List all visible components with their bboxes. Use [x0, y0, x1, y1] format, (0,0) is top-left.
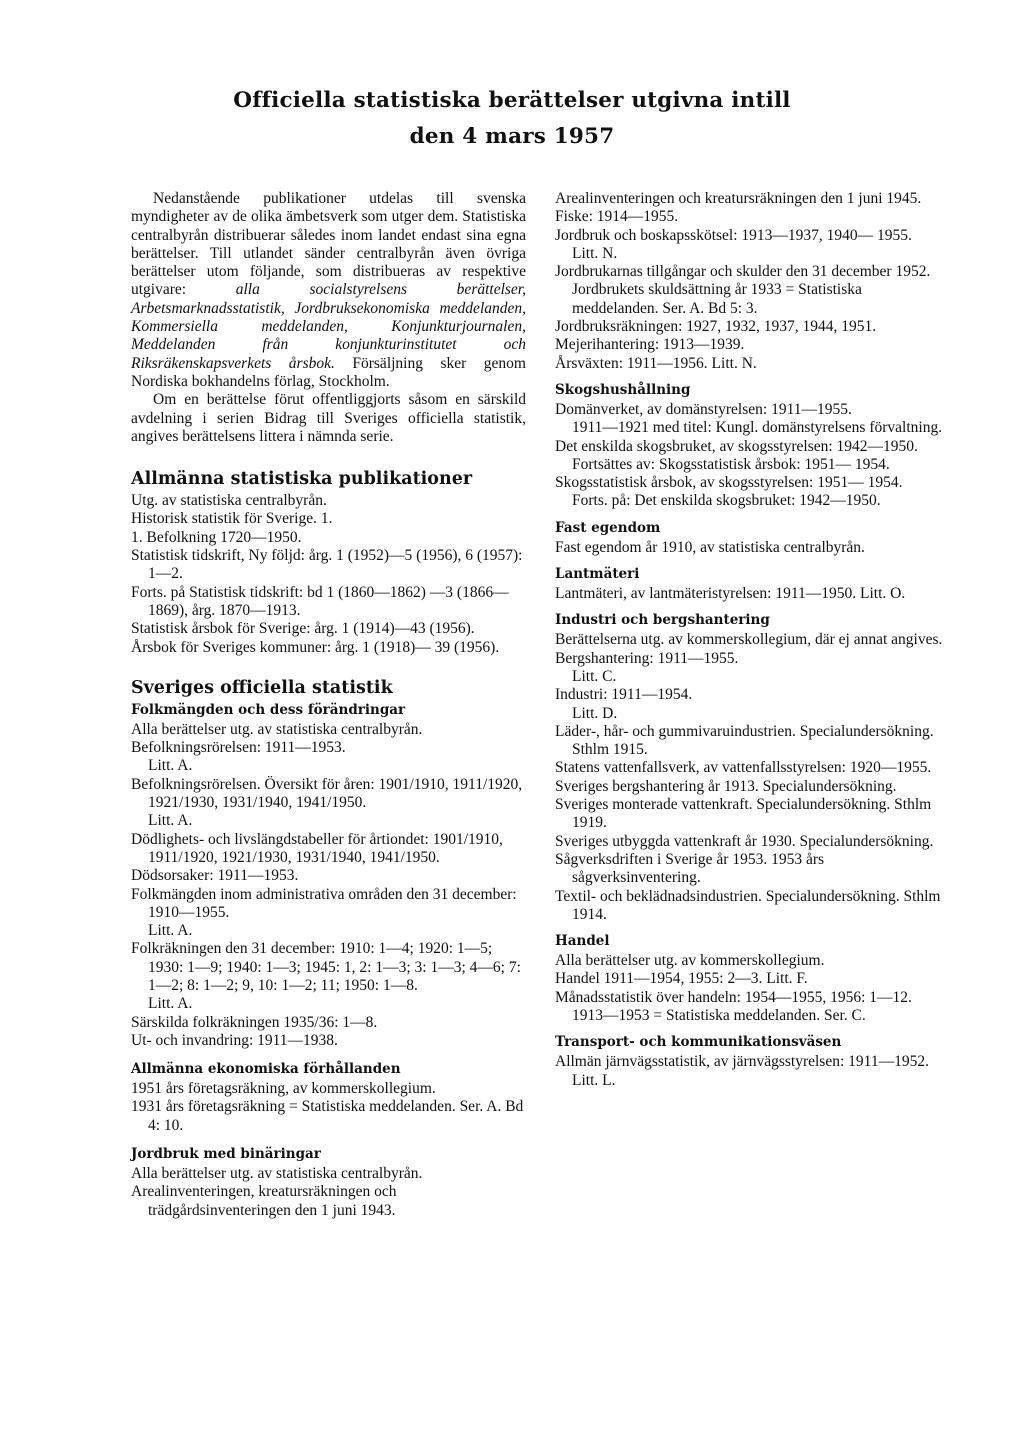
list-item: Alla berättelser utg. av kommerskollegium. [555, 952, 825, 970]
list-item: Allmän järnvägsstatistik, av järnvägsstyrelsen: 1911—1952. [555, 1053, 929, 1071]
list-item: Industri: 1911—1954. [555, 686, 693, 704]
list-item: Handel 1911—1954, 1955: 2—3. Litt. F. [555, 970, 808, 988]
intro-italic-list: alla socialstyrelsens berättelser, Arbetsmarknadsstatistik, Jordbruksekonomiska meddelanden, Kommersiella meddelanden, Konjunkturjournalen, Meddelanden från konjunkturinstitutet och Riksräkenskapsverkets årsbok. [131, 281, 526, 372]
list-item: Utg. av statistiska centralbyrån. [131, 492, 327, 510]
list-item: Årsväxten: 1911—1956. Litt. N. [555, 354, 757, 372]
list-item: Dödlighets- och livslängdstabeller för årtiondet: 1901/1910, 1911/1920, 1921/1930, 1931/1940, 1941/1950. [131, 830, 503, 866]
section-list [555, 952, 946, 1025]
list-item: 1911—1921 med titel: Kungl. domänstyrelsens förvaltning. [572, 419, 943, 437]
list-item: Sveriges bergshantering år 1913. Specialundersökning. [555, 777, 897, 795]
subsection-heading: Industri och bergshantering [555, 612, 770, 629]
list-item: Jordbruksräkningen: 1927, 1932, 1937, 1944, 1951. [555, 318, 877, 336]
list-item: Litt. D. [572, 704, 618, 722]
list-item: Jordbruk och boskapsskötsel: 1913—1937, 1940— 1955. [555, 226, 912, 244]
intro-text-part: Försäljning sker genom Nordiska bokhandelns förlag, Stockholm. [131, 354, 526, 390]
list-item: Dödsorsaker: 1911—1953. [131, 867, 299, 885]
section-list [131, 1165, 526, 1220]
list-item: Lantmäteri, av lantmäteristyrelsen: 1911—1950. Litt. O. [555, 585, 906, 603]
section-heading: Sveriges officiella statistik [131, 677, 393, 698]
list-item: Folkmängden inom administrativa områden den 31 december: 1910—1955. [131, 885, 517, 921]
list-item: 1931 års företagsräkning = Statistiska meddelanden. Ser. A. Bd 4: 10. [131, 1098, 524, 1134]
list-item: Litt. L. [572, 1071, 616, 1089]
list-item: Fiske: 1914—1955. [555, 208, 679, 226]
list-item: Arealinventeringen, kreatursräkningen och trädgårdsinventeringen den 1 juni 1943. [131, 1183, 397, 1219]
list-item: Jordbrukets skuldsättning år 1933 = Statistiska meddelanden. Ser. A. Bd 5: 3. [572, 281, 862, 317]
section-list [555, 190, 946, 373]
section-list [555, 585, 946, 603]
section-list [555, 539, 946, 557]
list-item: Sågverksdriften i Sverige år 1953. 1953 års sågverksinventering. [555, 850, 825, 887]
subsection-heading: Jordbruk med binäringar [131, 1146, 321, 1163]
list-item: Forts. på Statistisk tidskrift: bd 1 (1860—1862) —3 (1866—1869), årg. 1870—1913. [131, 583, 509, 619]
list-item: Jordbrukarnas tillgångar och skulder den 31 december 1952. [555, 263, 931, 281]
subsection-heading: Skogshushållning [555, 381, 691, 398]
list-item: Litt. A. [148, 812, 193, 830]
section-list [131, 492, 526, 657]
list-item: Litt. A. [148, 922, 193, 940]
list-item: Folkräkningen den 31 december: 1910: 1—4; 1920: 1—5; 1930: 1—9; 1940: 1—3; 1945: 1, 2: 1—3; 3: 1—3; 4—6; 7: 1—2; 8: 1—2; 9, 10: 1—2; 11; 1950: 1—8. [131, 940, 521, 994]
list-item: Forts. på: Det enskilda skogsbruket: 1942—1950. [572, 492, 881, 510]
list-item: Fortsättes av: Skogsstatistisk årsbok: 1951— 1954. [572, 455, 890, 473]
right-column [555, 190, 946, 1090]
list-item: Arealinventeringen och kreatursräkningen den 1 juni 1945. [555, 190, 922, 207]
list-item: Alla berättelser utg. av statistiska centralbyrån. [131, 1165, 423, 1183]
list-item: Årsbok för Sveriges kommuner: årg. 1 (1918)— 39 (1956). [131, 638, 500, 656]
list-item: Berättelserna utg. av kommerskollegium, där ej annat angives. [555, 631, 943, 649]
section-list [131, 1080, 526, 1135]
list-item: Läder-, hår- och gummivaruindustrien. Specialundersökning. Sthlm 1915. [555, 722, 934, 759]
list-item: Bergshantering: 1911—1955. [555, 649, 739, 667]
intro-text [131, 190, 526, 446]
page-date: den 4 mars 1957 [409, 124, 615, 149]
list-item: Statistisk årsbok för Sverige: årg. 1 (1914)—43 (1956). [131, 620, 475, 638]
intro-paragraph: Om en berättelse förut offentliggjorts såsom en särskild avdelning i serien Bidrag till Sveriges officiella statistik, angives berättelsens littera i nämnda serie. [131, 391, 526, 445]
list-item: Befolkningsrörelsen: 1911—1953. [131, 739, 346, 757]
list-item: Statens vattenfallsverk, av vattenfallsstyrelsen: 1920—1955. [555, 759, 932, 777]
list-item: Litt. N. [572, 244, 618, 262]
list-item: Domänverket, av domänstyrelsen: 1911—1955. [555, 400, 852, 418]
list-item: Litt. A. [148, 757, 193, 775]
list-item: 1951 års företagsräkning, av kommerskollegium. [131, 1080, 436, 1098]
page-title: Officiella statistiska berättelser utgivna intill [233, 88, 791, 113]
section-heading: Allmänna statistiska publikationer [131, 469, 473, 490]
list-item: Fast egendom år 1910, av statistiska centralbyrån. [555, 538, 865, 556]
list-item: 1. Befolkning 1720—1950. [131, 528, 302, 546]
intro-text-part: Nedanstående publikationer utdelas till svenska myndigheter av de olika ämbetsverk som utger dem. Statistiska centralbyrån distribuerar således inom landet endast sina egna berättelser. Till utlandet sänder centralbyrån även övriga berättelser utom följande, som distribueras av respektive utgivare: [131, 190, 526, 299]
list-item: Textil- och beklädnadsindustrien. Specialundersökning. Sthlm 1914. [555, 887, 941, 923]
list-item: Historisk statistik för Sverige. 1. [131, 510, 333, 528]
list-item: Skogsstatistisk årsbok, av skogsstyrelsen: 1951— 1954. [555, 474, 903, 492]
subsection-heading: Folkmängden och dess förändringar [131, 701, 406, 718]
list-item: Sveriges utbyggda vattenkraft år 1930. Specialundersökning. [555, 832, 934, 850]
left-column [131, 190, 526, 1220]
intro-paragraph [131, 190, 526, 391]
list-item: Mejerihantering: 1913—1939. [555, 336, 745, 354]
list-item: Ut- och invandring: 1911—1938. [131, 1031, 338, 1049]
list-item: Befolkningsrörelsen. Översikt för åren: 1901/1910, 1911/1920, 1921/1930, 1931/1940, 1941/1950. [131, 775, 523, 812]
subsection-heading: Fast egendom [555, 519, 661, 536]
list-item: Statistisk tidskrift, Ny följd: årg. 1 (1952)—5 (1956), 6 (1957): 1—2. [131, 547, 523, 583]
list-item: Litt. A. [148, 995, 193, 1013]
subsection-heading: Transport- och kommunikationsväsen [555, 1034, 842, 1051]
section-list [555, 1053, 946, 1090]
section-list [131, 721, 526, 1050]
list-item: Sveriges monterade vattenkraft. Specialundersökning. Sthlm 1919. [555, 796, 932, 832]
list-item: Särskilda folkräkningen 1935/36: 1—8. [131, 1013, 378, 1031]
section-list [555, 631, 946, 924]
list-item: Det enskilda skogsbruket, av skogsstyrelsen: 1942—1950. [555, 437, 918, 455]
subsection-heading: Lantmäteri [555, 566, 640, 583]
subsection-heading: Handel [555, 933, 610, 950]
list-item: Alla berättelser utg. av statistiska centralbyrån. [131, 720, 423, 738]
subsection-heading: Allmänna ekonomiska förhållanden [131, 1061, 401, 1078]
list-item: Månadsstatistik över handeln: 1954—1955, 1956: 1—12. 1913—1953 = Statistiska meddelanden. Ser. C. [555, 988, 912, 1024]
section-list [555, 401, 946, 511]
list-item: Litt. C. [572, 667, 617, 685]
